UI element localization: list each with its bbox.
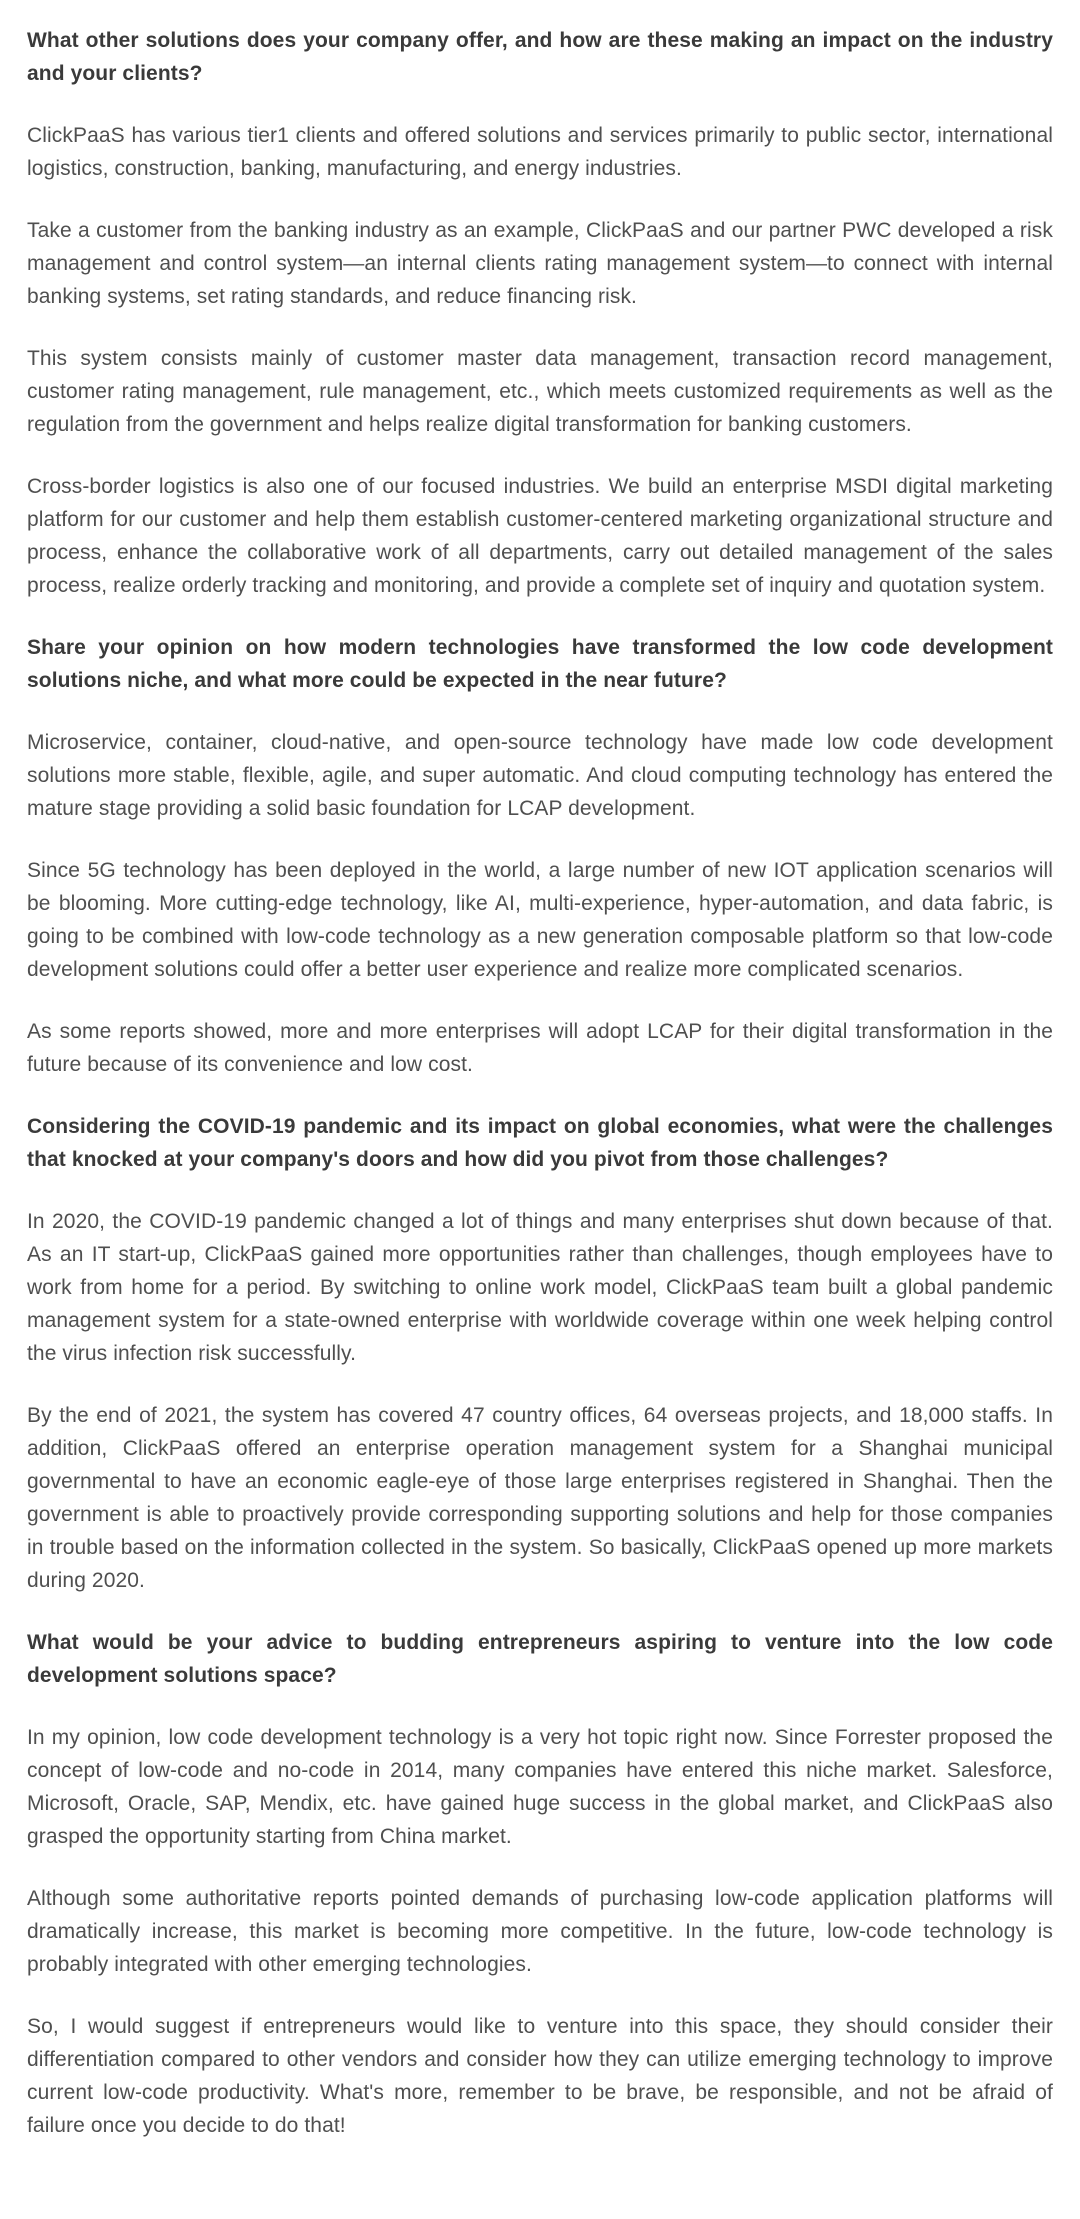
answer-paragraph: Since 5G technology has been deployed in the world, a large number of new IOT application scenarios will be blooming. More cutting-edge technology, like AI, multi-experience, hyper-automation, and data fabric, is going to be combined with low-code technology as a new generation composable platform so that low-code development solutions could offer a better user experience and realize more complicated scenarios. xyxy=(27,859,1053,981)
answer-paragraph: Although some authoritative reports pointed demands of purchasing low-code application platforms will dramatically increase, this market is becoming more competitive. In the future, low-code technology is probably integrated with other emerging technologies. xyxy=(27,1887,1053,1976)
question-paragraph: Considering the COVID-19 pandemic and its impact on global economies, what were the challenges that knocked at your company's doors and how did you pivot from those challenges? xyxy=(27,1115,1053,1171)
question-paragraph: Share your opinion on how modern technologies have transformed the low code development solutions niche, and what more could be expected in the near future? xyxy=(27,636,1053,692)
answer-paragraph: Take a customer from the banking industry as an example, ClickPaaS and our partner PWC developed a risk management and control system—an internal clients rating management system—to connect with internal banking systems, set rating standards, and reduce financing risk. xyxy=(27,219,1053,308)
answer-paragraph: This system consists mainly of customer master data management, transaction record management, customer rating management, rule management, etc., which meets customized requirements as well as the regulation from the government and helps realize digital transformation for banking customers. xyxy=(27,347,1053,436)
answer-paragraph: As some reports showed, more and more enterprises will adopt LCAP for their digital transformation in the future because of its convenience and low cost. xyxy=(27,1020,1053,1076)
answer-paragraph: ClickPaaS has various tier1 clients and offered solutions and services primarily to public sector, international logistics, construction, banking, manufacturing, and energy industries. xyxy=(27,124,1053,180)
answer-paragraph: Cross-border logistics is also one of our focused industries. We build an enterprise MSDI digital marketing platform for our customer and help them establish customer-centered marketing organizational structure and process, enhance the collaborative work of all departments, carry out detailed management of the sales process, realize orderly tracking and monitoring, and provide a complete set of inquiry and quotation system. xyxy=(27,475,1053,597)
answer-paragraph: In my opinion, low code development technology is a very hot topic right now. Since Forrester proposed the concept of low-code and no-code in 2014, many companies have entered this niche market. Salesforce, Microsoft, Oracle, SAP, Mendix, etc. have gained huge success in the global market, and ClickPaaS also grasped the opportunity starting from China market. xyxy=(27,1726,1053,1848)
answer-paragraph: In 2020, the COVID-19 pandemic changed a lot of things and many enterprises shut down because of that. As an IT start-up, ClickPaaS gained more opportunities rather than challenges, though employees have to work from home for a period. By switching to online work model, ClickPaaS team built a global pandemic management system for a state-owned enterprise with worldwide coverage within one week helping control the virus infection risk successfully. xyxy=(27,1210,1053,1365)
answer-paragraph: So, I would suggest if entrepreneurs would like to venture into this space, they should consider their differentiation compared to other vendors and consider how they can utilize emerging technology to improve current low-code productivity. What's more, remember to be brave, be responsible, and not be afraid of failure once you decide to do that! xyxy=(27,2015,1053,2137)
question-paragraph: What would be your advice to budding entrepreneurs aspiring to venture into the low code development solutions space? xyxy=(27,1631,1053,1687)
question-paragraph: What other solutions does your company offer, and how are these making an impact on the industry and your clients? xyxy=(27,29,1053,85)
answer-paragraph: Microservice, container, cloud-native, and open-source technology have made low code development solutions more stable, flexible, agile, and super automatic. And cloud computing technology has entered the mature stage providing a solid basic foundation for LCAP development. xyxy=(27,731,1053,820)
answer-paragraph: By the end of 2021, the system has covered 47 country offices, 64 overseas projects, and 18,000 staffs. In addition, ClickPaaS offered an enterprise operation management system for a Shanghai municipal governmental to have an economic eagle-eye of those large enterprises registered in Shanghai. Then the government is able to proactively provide corresponding supporting solutions and help for those companies in trouble based on the information collected in the system. So basically, ClickPaaS opened up more markets during 2020. xyxy=(27,1404,1053,1592)
